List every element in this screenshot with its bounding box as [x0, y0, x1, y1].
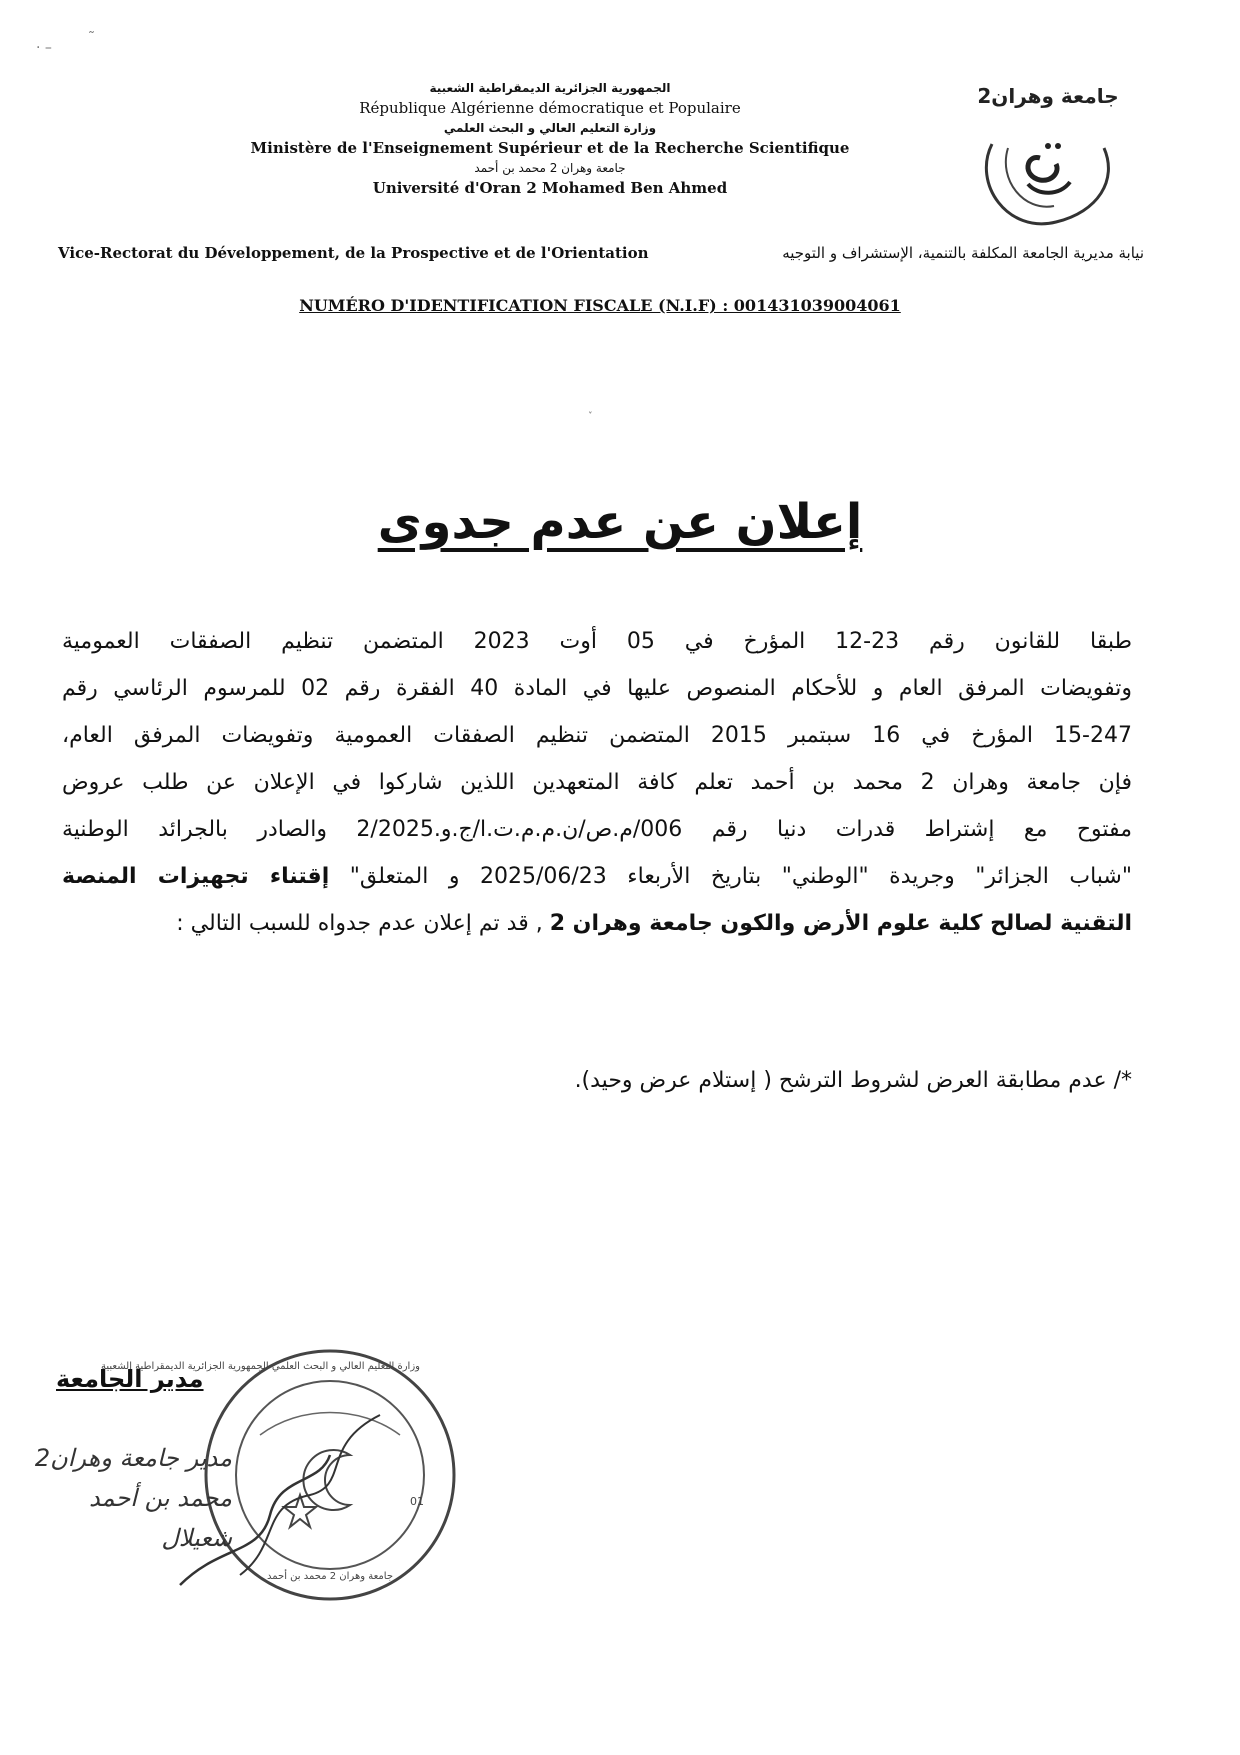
header-french-ministry: Ministère de l'Enseignement Supérieur et de la Recherche Scientifique — [250, 139, 850, 157]
scan-speck: ˜ — [88, 30, 95, 46]
signature-line: محمد بن أحمد — [88, 1484, 232, 1512]
body-line: مفتوح مع إشتراط قدرات دنيا رقم 006/م.ص/ن.م.م.ت.ا/ج.و.2/2025 والصادر بالجرائد الوطنية — [62, 817, 1132, 842]
scan-speck: ˯ — [588, 399, 593, 415]
body-line: 15-247 المؤرخ في 16 سبتمبر 2015 المتضمن تنظيم الصفقات العمومية وتفويضات المرفق العام، — [62, 723, 1132, 748]
body-line: فإن جامعة وهران 2 محمد بن أحمد تعلم كافة المتعهدين اللذين شاركوا في الإعلان عن طلب عروض — [62, 770, 1133, 795]
handwritten-signature — [12, 1438, 232, 1558]
fiscal-id: NUMÉRO D'IDENTIFICATION FISCALE (N.I.F) : 001431039004061 — [299, 296, 901, 315]
stamp-ring-text: وزارة التعليم العالي و البحث العلمي الجمهورية الجزائرية الديمقراطية الشعبية — [101, 1361, 420, 1372]
cancellation-reason: */ عدم مطابقة العرض لشروط الترشح ( إستلام عرض وحيد). — [574, 1068, 1132, 1093]
header-arabic-republic: الجمهورية الجزائرية الديمقراطية الشعبية — [429, 81, 671, 95]
header-french-university: Université d'Oran 2 Mohamed Ben Ahmed — [372, 179, 728, 197]
announcement-body — [62, 618, 1132, 947]
body-line — [62, 900, 1132, 947]
logo-text: جامعة وهران2 — [977, 84, 1119, 108]
letterhead — [240, 78, 860, 198]
department-arabic: نيابة مديرية الجامعة المكلفة بالتنمية، الإستشراف و التوجيه — [782, 244, 1144, 262]
university-logo — [968, 84, 1128, 234]
signature-line: مدير جامعة وهران2 — [34, 1444, 232, 1472]
body-line: وتفويضات المرفق العام و للأحكام المنصوص عليها في المادة 40 الفقرة رقم 02 للمرسوم الرئاسي رقم — [62, 676, 1133, 701]
department-french: Vice-Rectorat du Développement, de la Prospective et de l'Orientation — [58, 244, 649, 262]
body-bold-segment: التقنية لصالح كلية علوم الأرض والكون جامعة وهران 2 — [549, 911, 1132, 936]
signature-line: شعيلال — [161, 1524, 232, 1552]
header-arabic-university: جامعة وهران 2 محمد بن أحمد — [474, 161, 626, 175]
body-text-segment: , قد تم إعلان عدم جدواه للسبب التالي : — [176, 911, 550, 936]
scan-speck: · – — [36, 40, 52, 56]
stamp-number: 01 — [410, 1495, 424, 1508]
page-title: إعلان عن عدم جدوى — [377, 494, 863, 550]
header-french-republic: République Algérienne démocratique et Populaire — [359, 99, 741, 117]
body-bold-segment: إقتناء تجهيزات المنصة — [62, 864, 330, 889]
body-text-segment: "شباب الجزائر" وجريدة "الوطني" بتاريخ الأربعاء 2025/06/23 و المتعلق" — [349, 864, 1132, 889]
body-line: طبقا للقانون رقم 23-12 المؤرخ في 05 أوت 2023 المتضمن تنظيم الصفقات العمومية — [62, 629, 1133, 654]
body-line — [62, 853, 1132, 900]
header-arabic-ministry: وزارة التعليم العالي و البحث العلمي — [443, 121, 657, 135]
signatory-title: مدير الجامعة — [56, 1365, 204, 1393]
stamp-bottom-text: جامعة وهران 2 محمد بن أحمد — [266, 1571, 393, 1582]
